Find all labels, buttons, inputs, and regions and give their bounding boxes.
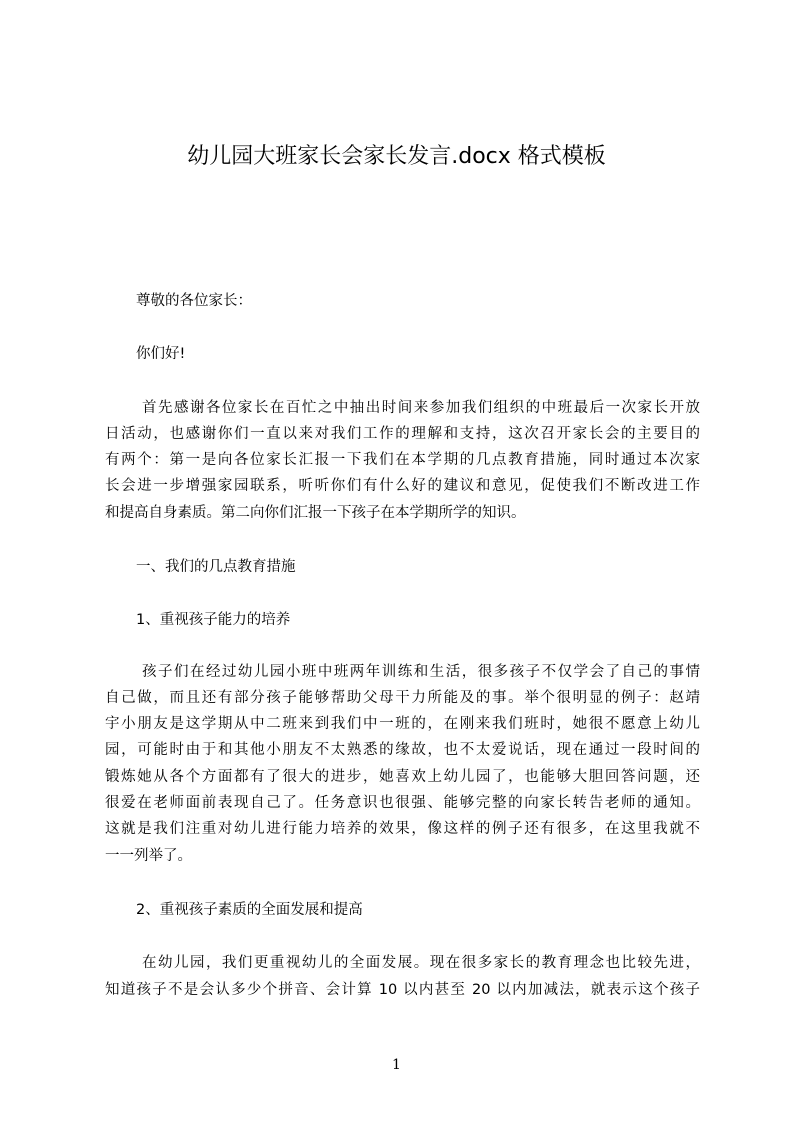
subsection-1-line: 孩子们在经过幼儿园小班中班两年训练和生活，很多孩子不仅学会了自己的事情 — [142, 664, 700, 680]
subsection-2-line: 在幼儿园，我们更重视幼儿的全面发展。现在很多家长的教育理念也比较先进， — [142, 955, 700, 971]
subsection-1-line: 一一列举了。 — [105, 848, 192, 864]
salutation: 尊敬的各位家长： — [136, 293, 252, 309]
section-heading: 一、我们的几点教育措施 — [136, 559, 296, 575]
intro-line: 有两个：第一是向各位家长汇报一下我们在本学期的几点教育措施，同时通过本次家 — [105, 452, 700, 468]
subsection-1-line: 宇小朋友是这学期从中二班来到我们中一班的，在刚来我们班时，她很不愿意上幼儿 — [105, 716, 700, 732]
subsection-heading: 2、重视孩子素质的全面发展和提高 — [136, 902, 363, 918]
intro-line: 和提高自身素质。第二向你们汇报一下孩子在本学期所学的知识。 — [105, 505, 526, 521]
intro-line: 首先感谢各位家长在百忙之中抽出时间来参加我们组织的中班最后一次家长开放 — [142, 400, 700, 416]
subsection-1-line: 这就是我们注重对幼儿进行能力培养的效果，像这样的例子还有很多，在这里我就不 — [105, 821, 700, 837]
page-number: 1 — [392, 1057, 401, 1073]
document-title: 幼儿园大班家长会家长发言.docx 格式模板 — [187, 144, 606, 169]
subsection-1-line: 园，可能时由于和其他小朋友不太熟悉的缘故，也不太爱说话，现在通过一段时间的 — [105, 742, 700, 758]
intro-line: 长会进一步增强家园联系，听听你们有什么好的建议和意见，促使我们不断改进工作 — [105, 478, 700, 494]
subsection-heading: 1、重视孩子能力的培养 — [136, 612, 291, 628]
greeting: 你们好! — [136, 346, 186, 362]
subsection-1-line: 很爱在老师面前表现自己了。任务意识也很强、能够完整的向家长转告老师的通知。 — [105, 795, 700, 811]
subsection-1-line: 锻炼她从各个方面都有了很大的进步，她喜欢上幼儿园了，也能够大胆回答问题，还 — [105, 769, 700, 785]
subsection-1-line: 自己做，而且还有部分孩子能够帮助父母干力所能及的事。举个很明显的例子：赵靖 — [105, 690, 700, 706]
subsection-2-line: 知道孩子不是会认多少个拼音、会计算 10 以内甚至 20 以内加减法，就表示这个孩子 — [105, 982, 700, 998]
intro-line: 日活动，也感谢你们一直以来对我们工作的理解和支持，这次召开家长会的主要目的 — [105, 426, 700, 442]
